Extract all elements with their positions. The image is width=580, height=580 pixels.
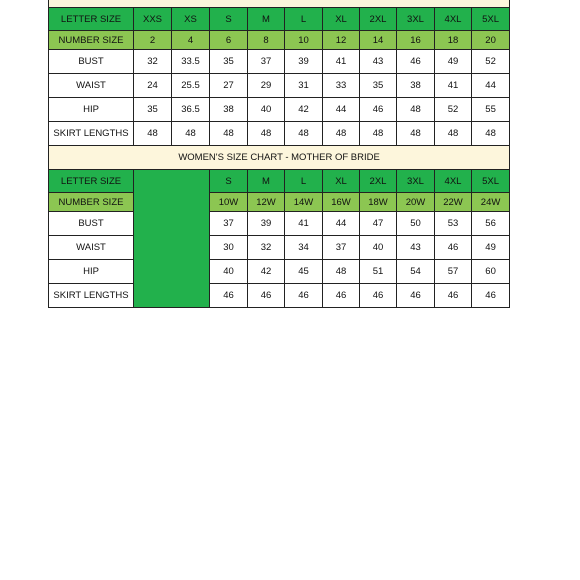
measure-value: 46: [323, 284, 360, 308]
top-strip: [49, 0, 510, 8]
letter-size-cell: XL: [323, 8, 360, 31]
measure-value: 51: [360, 260, 397, 284]
number-size-cell: 18: [435, 31, 472, 50]
top-strip-cell: [49, 0, 510, 8]
number-size-cell: 18W: [360, 193, 397, 212]
letter-size-cell: 3XL: [397, 8, 435, 31]
chart2-title: WOMEN'S SIZE CHART - MOTHER OF BRIDE: [49, 146, 510, 170]
measure-value: 38: [210, 98, 248, 122]
chart1-measure-row: [49, 122, 510, 146]
number-size-cell: 10: [285, 31, 323, 50]
letter-size-cell: XXS: [134, 8, 172, 31]
measure-value: 46: [360, 98, 397, 122]
letter-size-label: LETTER SIZE: [49, 8, 134, 31]
measure-value: 48: [397, 98, 435, 122]
measure-value: 44: [323, 98, 360, 122]
measure-value: 52: [435, 98, 472, 122]
measure-value: 60: [472, 260, 510, 284]
chart2-measure-row: [49, 212, 510, 236]
measure-label: HIP: [49, 98, 134, 122]
measure-value: 50: [397, 212, 435, 236]
measure-label: BUST: [49, 50, 134, 74]
measure-value: 48: [397, 122, 435, 146]
measure-value: 40: [248, 98, 285, 122]
number-size-cell: 24W: [472, 193, 510, 212]
number-size-label: NUMBER SIZE: [49, 31, 134, 50]
chart1-number-row: [49, 31, 510, 50]
letter-size-cell: 5XL: [472, 8, 510, 31]
measure-value: 48: [172, 122, 210, 146]
chart2-letter-row: [49, 170, 510, 193]
number-size-cell: 10W: [210, 193, 248, 212]
measure-value: 43: [360, 50, 397, 74]
letter-size-cell: L: [285, 170, 323, 193]
measure-value: 46: [472, 284, 510, 308]
measure-value: 31: [285, 74, 323, 98]
measure-value: 46: [435, 236, 472, 260]
letter-size-cell: XS: [172, 8, 210, 31]
chart2-measure-row: [49, 284, 510, 308]
measure-value: 39: [285, 50, 323, 74]
measure-value: 43: [397, 236, 435, 260]
measure-value: 41: [323, 50, 360, 74]
measure-label: SKIRT LENGTHS: [49, 284, 134, 308]
measure-value: 34: [285, 236, 323, 260]
measure-value: 44: [323, 212, 360, 236]
measure-value: 38: [397, 74, 435, 98]
number-size-cell: 12: [323, 31, 360, 50]
number-size-cell: 20W: [397, 193, 435, 212]
letter-size-cell: M: [248, 8, 285, 31]
letter-size-cell: S: [210, 170, 248, 193]
measure-value: 24: [134, 74, 172, 98]
measure-value: 37: [210, 212, 248, 236]
measure-value: 48: [323, 260, 360, 284]
number-size-cell: 20: [472, 31, 510, 50]
measure-value: 46: [210, 284, 248, 308]
measure-label: HIP: [49, 260, 134, 284]
measure-value: 40: [210, 260, 248, 284]
blank-green-block: [134, 170, 210, 308]
number-size-label: NUMBER SIZE: [49, 193, 134, 212]
measure-value: 52: [472, 50, 510, 74]
measure-value: 46: [435, 284, 472, 308]
measure-value: 46: [397, 284, 435, 308]
letter-size-cell: S: [210, 8, 248, 31]
measure-value: 53: [435, 212, 472, 236]
measure-value: 42: [248, 260, 285, 284]
letter-size-cell: L: [285, 8, 323, 31]
measure-value: 35: [210, 50, 248, 74]
measure-value: 27: [210, 74, 248, 98]
chart2-title-row: [49, 146, 510, 170]
measure-value: 35: [134, 98, 172, 122]
measure-value: 47: [360, 212, 397, 236]
measure-value: 48: [134, 122, 172, 146]
measure-value: 48: [248, 122, 285, 146]
measure-value: 48: [323, 122, 360, 146]
measure-label: SKIRT LENGTHS: [49, 122, 134, 146]
measure-value: 46: [285, 284, 323, 308]
measure-value: 37: [323, 236, 360, 260]
size-chart-table: [48, 0, 510, 308]
measure-value: 48: [210, 122, 248, 146]
measure-value: 48: [285, 122, 323, 146]
letter-size-cell: 2XL: [360, 8, 397, 31]
measure-value: 32: [248, 236, 285, 260]
measure-value: 48: [435, 122, 472, 146]
measure-value: 30: [210, 236, 248, 260]
measure-value: 40: [360, 236, 397, 260]
number-size-cell: 6: [210, 31, 248, 50]
measure-value: 32: [134, 50, 172, 74]
measure-label: WAIST: [49, 236, 134, 260]
measure-value: 48: [360, 122, 397, 146]
measure-value: 39: [248, 212, 285, 236]
measure-value: 57: [435, 260, 472, 284]
measure-value: 54: [397, 260, 435, 284]
letter-size-cell: M: [248, 170, 285, 193]
measure-value: 29: [248, 74, 285, 98]
letter-size-cell: 5XL: [472, 170, 510, 193]
measure-value: 45: [285, 260, 323, 284]
chart2-measure-row: [49, 236, 510, 260]
measure-value: 36.5: [172, 98, 210, 122]
letter-size-cell: 4XL: [435, 8, 472, 31]
measure-value: 37: [248, 50, 285, 74]
chart1-letter-row: [49, 8, 510, 31]
number-size-cell: 16W: [323, 193, 360, 212]
measure-value: 44: [472, 74, 510, 98]
measure-value: 48: [472, 122, 510, 146]
chart1-measure-row: [49, 74, 510, 98]
measure-value: 42: [285, 98, 323, 122]
measure-value: 25.5: [172, 74, 210, 98]
measure-value: 55: [472, 98, 510, 122]
measure-value: 41: [285, 212, 323, 236]
number-size-cell: 2: [134, 31, 172, 50]
number-size-cell: 22W: [435, 193, 472, 212]
number-size-cell: 14: [360, 31, 397, 50]
letter-size-cell: 4XL: [435, 170, 472, 193]
letter-size-cell: 2XL: [360, 170, 397, 193]
chart2-number-row: [49, 193, 510, 212]
chart1-measure-row: [49, 98, 510, 122]
measure-value: 49: [435, 50, 472, 74]
number-size-cell: 16: [397, 31, 435, 50]
chart1-measure-row: [49, 50, 510, 74]
measure-value: 46: [360, 284, 397, 308]
number-size-cell: 4: [172, 31, 210, 50]
chart2-measure-row: [49, 260, 510, 284]
measure-value: 41: [435, 74, 472, 98]
size-chart-body: [49, 0, 510, 308]
measure-value: 35: [360, 74, 397, 98]
measure-value: 33: [323, 74, 360, 98]
measure-value: 46: [248, 284, 285, 308]
measure-value: 49: [472, 236, 510, 260]
number-size-cell: 8: [248, 31, 285, 50]
number-size-cell: 12W: [248, 193, 285, 212]
number-size-cell: 14W: [285, 193, 323, 212]
measure-value: 56: [472, 212, 510, 236]
measure-label: BUST: [49, 212, 134, 236]
letter-size-cell: 3XL: [397, 170, 435, 193]
letter-size-label: LETTER SIZE: [49, 170, 134, 193]
letter-size-cell: XL: [323, 170, 360, 193]
measure-value: 46: [397, 50, 435, 74]
measure-label: WAIST: [49, 74, 134, 98]
measure-value: 33.5: [172, 50, 210, 74]
